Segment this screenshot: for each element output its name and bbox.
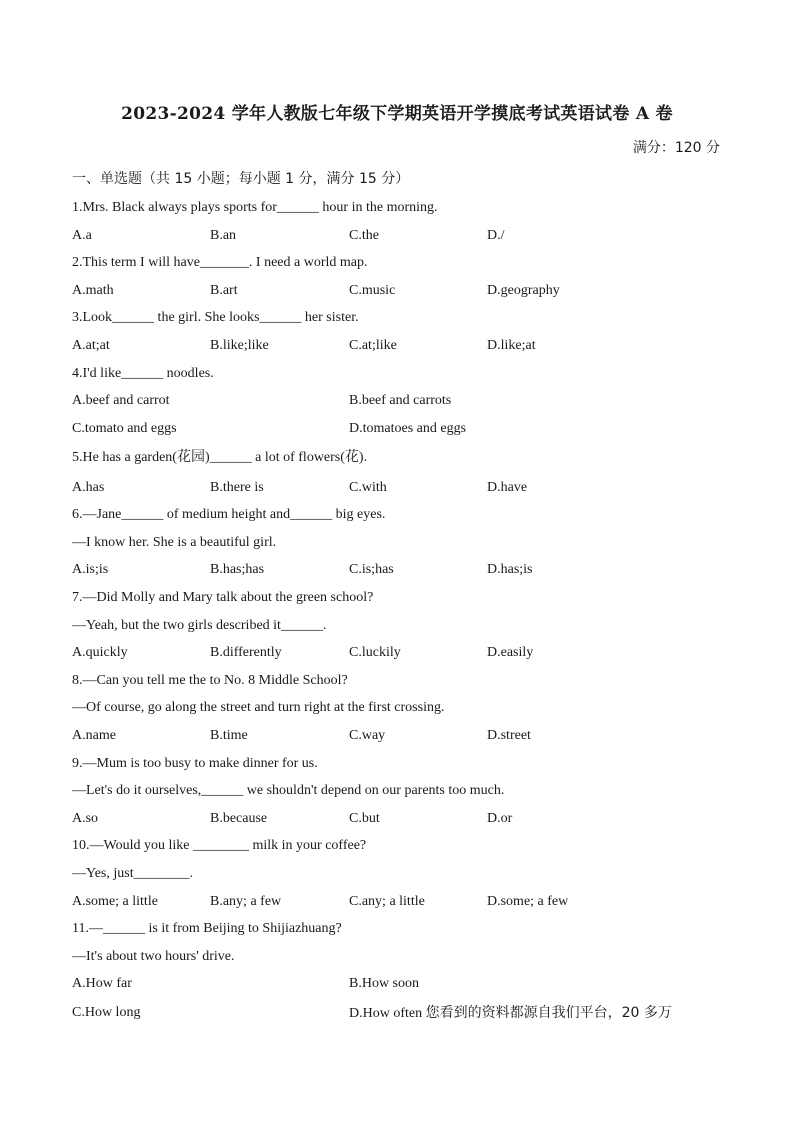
- question-6-stem: 6.—Jane______ of medium height and______ big eyes.: [72, 507, 386, 522]
- question-5-option-c: C.with: [349, 480, 387, 495]
- question-2-option-a: A.math: [72, 283, 114, 298]
- question-7-option-d: D.easily: [487, 645, 534, 660]
- question-3-option-a: A.at;at: [72, 338, 110, 353]
- question-9-option-c: C.but: [349, 811, 380, 826]
- question-9-reply: —Let's do it ourselves,______ we shouldn't depend on our parents too much.: [72, 783, 505, 798]
- question-6-option-d: D.has;is: [487, 562, 533, 577]
- question-8-option-b: B.time: [210, 728, 248, 743]
- question-8-reply: —Of course, go along the street and turn right at the first crossing.: [72, 700, 445, 715]
- section-heading: 一、单选题（共 15 小题；每小题 1 分，满分 15 分）: [72, 171, 410, 187]
- question-5-option-d: D.have: [487, 480, 528, 495]
- question-4-stem: 4.I'd like______ noodles.: [72, 366, 214, 381]
- question-11-option-d-row: [349, 1004, 672, 1023]
- question-4-option-c: C.tomato and eggs: [72, 421, 177, 436]
- question-4-option-d: D.tomatoes and eggs: [349, 421, 467, 436]
- question-5-option-a: A.has: [72, 480, 105, 495]
- question-1-option-c: C.the: [349, 228, 379, 243]
- question-2-option-d: D.geography: [487, 283, 560, 298]
- question-11-option-d: D.How often: [349, 1006, 423, 1021]
- question-3-option-d: D.like;at: [487, 338, 536, 353]
- question-6-option-c: C.is;has: [349, 562, 394, 577]
- question-3-option-b: B.like;like: [210, 338, 269, 353]
- question-11-option-a: A.How far: [72, 976, 132, 991]
- question-4-option-a: A.beef and carrot: [72, 393, 170, 408]
- question-6-option-a: A.is;is: [72, 562, 109, 577]
- question-3-stem: 3.Look______ the girl. She looks______ her sister.: [72, 310, 359, 325]
- question-7-option-b: B.differently: [210, 645, 282, 660]
- question-2-option-b: B.art: [210, 283, 238, 298]
- question-10-option-c: C.any; a little: [349, 894, 425, 909]
- question-8-option-a: A.name: [72, 728, 116, 743]
- question-9-option-d: D.or: [487, 811, 513, 826]
- question-10-reply: —Yes, just________.: [72, 866, 194, 881]
- question-7-option-a: A.quickly: [72, 645, 128, 660]
- question-5-option-b: B.there is: [210, 480, 264, 495]
- question-1-option-d: D./: [487, 228, 505, 243]
- watermark-text: 您看到的资料都源自我们平台，20 多万: [425, 1005, 672, 1021]
- paper-title: 2023-2024 学年人教版七年级下学期英语开学摸底考试英语试卷 A 卷: [121, 104, 673, 124]
- question-7-reply: —Yeah, but the two girls described it______.: [72, 618, 327, 633]
- question-10-stem: 10.—Would you like ________ milk in your coffee?: [72, 838, 367, 853]
- question-4-option-b: B.beef and carrots: [349, 393, 452, 408]
- question-5-stem: 5.He has a garden(花园)______ a lot of flowers(花).: [72, 450, 368, 465]
- question-1-option-a: A.a: [72, 228, 92, 243]
- question-9-stem: 9.—Mum is too busy to make dinner for us.: [72, 756, 318, 771]
- question-6-option-b: B.has;has: [210, 562, 265, 577]
- question-8-option-d: D.street: [487, 728, 531, 743]
- question-11-option-c: C.How long: [72, 1005, 141, 1020]
- question-2-option-c: C.music: [349, 283, 396, 298]
- question-10-option-d: D.some; a few: [487, 894, 569, 909]
- question-9-option-b: B.because: [210, 811, 268, 826]
- question-7-stem: 7.—Did Molly and Mary talk about the green school?: [72, 590, 374, 605]
- question-8-option-c: C.way: [349, 728, 386, 743]
- question-2-stem: 2.This term I will have_______. I need a world map.: [72, 255, 368, 270]
- question-10-option-a: A.some; a little: [72, 894, 158, 909]
- question-1-option-b: B.an: [210, 228, 237, 243]
- question-11-option-b: B.How soon: [349, 976, 420, 991]
- question-11-stem: 11.—______ is it from Beijing to Shijiazhuang?: [72, 921, 342, 936]
- question-3-option-c: C.at;like: [349, 338, 397, 353]
- question-9-option-a: A.so: [72, 811, 99, 826]
- full-score: 满分：120 分: [632, 140, 720, 156]
- question-7-option-c: C.luckily: [349, 645, 401, 660]
- question-10-option-b: B.any; a few: [210, 894, 282, 909]
- question-1-stem: 1.Mrs. Black always plays sports for______ hour in the morning.: [72, 200, 438, 215]
- question-11-reply: —It's about two hours' drive.: [72, 949, 235, 964]
- question-8-stem: 8.—Can you tell me the to No. 8 Middle School?: [72, 673, 348, 688]
- question-6-reply: —I know her. She is a beautiful girl.: [72, 535, 277, 550]
